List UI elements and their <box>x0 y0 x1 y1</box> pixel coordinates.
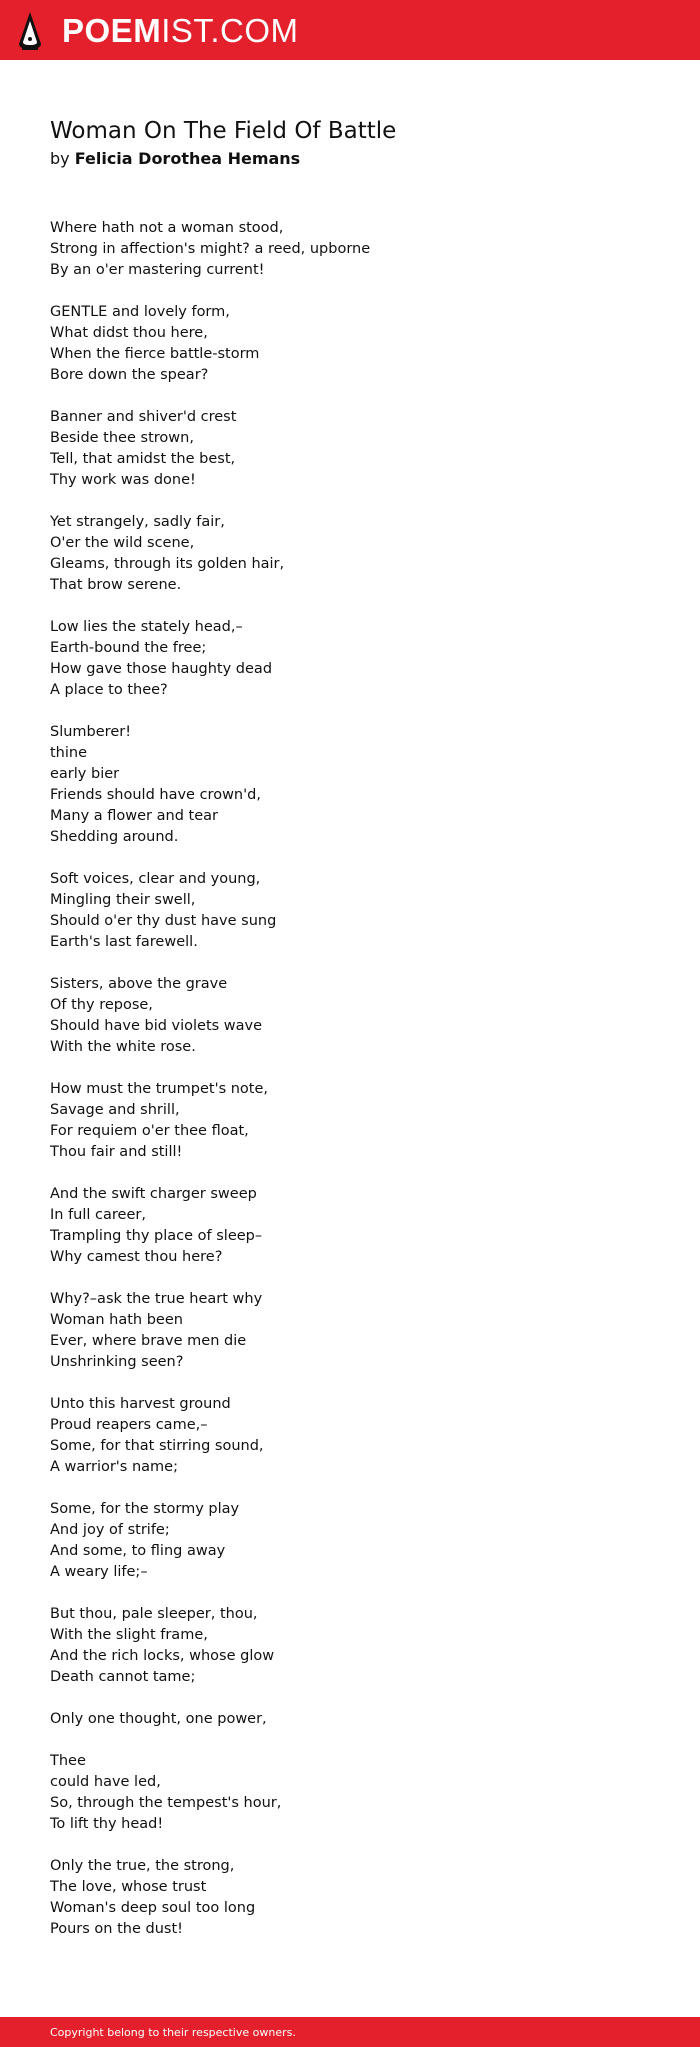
logo-text-strong: POEM <box>62 12 162 49</box>
poem-line: That brow serene. <box>50 577 182 593</box>
poem-line: In full career, <box>50 1207 146 1223</box>
poem-line: With the white rose. <box>50 1039 196 1055</box>
poem-line: Ever, where brave men die <box>50 1333 247 1349</box>
poem-line: Unto this harvest ground <box>50 1396 231 1412</box>
poem-line: Proud reapers came,– <box>50 1417 208 1433</box>
poem-title: Woman On The Field Of Battle <box>50 118 397 144</box>
poem-line: Death cannot tame; <box>50 1669 196 1685</box>
poem-line: Soft voices, clear and young, <box>50 871 261 887</box>
poem-line: Slumberer! <box>50 724 132 740</box>
poem-stanza <box>50 1394 650 1478</box>
poem-stanza <box>50 1289 650 1373</box>
poem-stanza <box>50 722 650 848</box>
poem-line: Gleams, through its golden hair, <box>50 556 285 572</box>
poem-stanza <box>50 218 650 281</box>
poem-line: Many a flower and tear <box>50 808 218 824</box>
poem-line: And the swift charger sweep <box>50 1186 257 1202</box>
site-footer <box>0 2017 700 2047</box>
poem-stanza <box>50 1184 650 1268</box>
poem-body <box>50 218 650 1961</box>
poem-line: Unshrinking seen? <box>50 1354 184 1370</box>
poem-line: O'er the wild scene, <box>50 535 195 551</box>
poem-line: Woman's deep soul too long <box>50 1900 256 1916</box>
poem-line: Low lies the stately head,– <box>50 619 243 635</box>
poem-line: A warrior's name; <box>50 1459 178 1475</box>
poem-line: Earth-bound the free; <box>50 640 207 656</box>
poem-line: Should have bid violets wave <box>50 1018 263 1034</box>
poem-stanza <box>50 869 650 953</box>
poem-stanza <box>50 1709 650 1730</box>
poem-byline <box>50 148 300 170</box>
poem-author: Felicia Dorothea Hemans <box>74 149 301 168</box>
poem-line: Woman hath been <box>50 1312 183 1328</box>
poem-line: thine <box>50 745 88 761</box>
poem-stanza <box>50 974 650 1058</box>
poem-line: Friends should have crown'd, <box>50 787 261 803</box>
poem-line: Trampling thy place of sleep– <box>50 1228 263 1244</box>
poem-line: So, through the tempest's hour, <box>50 1795 282 1811</box>
poem-stanza <box>50 1856 650 1940</box>
poem-line: Thy work was done! <box>50 472 196 488</box>
poem-line: Thou fair and still! <box>50 1144 183 1160</box>
poem-stanza <box>50 1604 650 1688</box>
poem-stanza <box>50 302 650 386</box>
poem-line: Strong in affection's might? a reed, upborne <box>50 241 371 257</box>
poem-line: Why camest thou here? <box>50 1249 223 1265</box>
poem-line: Beside thee strown, <box>50 430 194 446</box>
poem-line: What didst thou here, <box>50 325 208 341</box>
poem-line: And joy of strife; <box>50 1522 170 1538</box>
poem-line: A weary life;– <box>50 1564 148 1580</box>
poem-line: The love, whose trust <box>50 1879 207 1895</box>
poem-line: How must the trumpet's note, <box>50 1081 269 1097</box>
poem-line: Some, for that stirring sound, <box>50 1438 264 1454</box>
poem-line: Earth's last farewell. <box>50 934 198 950</box>
poem-line: Yet strangely, sadly fair, <box>50 514 225 530</box>
poem-line: For requiem o'er thee float, <box>50 1123 249 1139</box>
poem-stanza <box>50 1751 650 1835</box>
poem-line: Why?–ask the true heart why <box>50 1291 263 1307</box>
poem-line: Thee <box>50 1753 86 1769</box>
site-header <box>0 0 700 60</box>
poem-line: Sisters, above the grave <box>50 976 228 992</box>
poem-line: Bore down the spear? <box>50 367 209 383</box>
poem-line: By an o'er mastering current! <box>50 262 265 278</box>
poem-line: When the fierce battle-storm <box>50 346 260 362</box>
poem-line: Shedding around. <box>50 829 179 845</box>
poem-stanza <box>50 617 650 701</box>
poem-line: With the slight frame, <box>50 1627 208 1643</box>
poem-line: GENTLE and lovely form, <box>50 304 230 320</box>
poem-line: To lift thy head! <box>50 1816 164 1832</box>
poem-line: early bier <box>50 766 120 782</box>
poem-line: Mingling their swell, <box>50 892 196 908</box>
poem-line: And some, to fling away <box>50 1543 226 1559</box>
poem-line: Where hath not a woman stood, <box>50 220 284 236</box>
by-label: by <box>50 149 70 168</box>
poem-line: Of thy repose, <box>50 997 153 1013</box>
poem-stanza <box>50 407 650 491</box>
poem-line: Should o'er thy dust have sung <box>50 913 277 929</box>
poem-line: Only the true, the strong, <box>50 1858 235 1874</box>
pencil-tip-icon[interactable] <box>17 11 43 51</box>
poem-line: Some, for the stormy play <box>50 1501 240 1517</box>
copyright-notice: Copyright belong to their respective owners. <box>50 2026 296 2039</box>
site-logo[interactable] <box>62 11 299 51</box>
poem-line: A place to thee? <box>50 682 168 698</box>
poem-stanza <box>50 1499 650 1583</box>
poem-line: Banner and shiver'd crest <box>50 409 237 425</box>
poem-line: Savage and shrill, <box>50 1102 180 1118</box>
poem-stanza <box>50 512 650 596</box>
logo-text-light: IST.COM <box>161 12 299 49</box>
poem-stanza <box>50 1079 650 1163</box>
poem-line: could have led, <box>50 1774 161 1790</box>
poem-line: How gave those haughty dead <box>50 661 273 677</box>
poem-line: Pours on the dust! <box>50 1921 183 1937</box>
poem-line: Tell, that amidst the best, <box>50 451 236 467</box>
poem-line: And the rich locks, whose glow <box>50 1648 275 1664</box>
poem-line: Only one thought, one power, <box>50 1711 267 1727</box>
poem-line: But thou, pale sleeper, thou, <box>50 1606 258 1622</box>
